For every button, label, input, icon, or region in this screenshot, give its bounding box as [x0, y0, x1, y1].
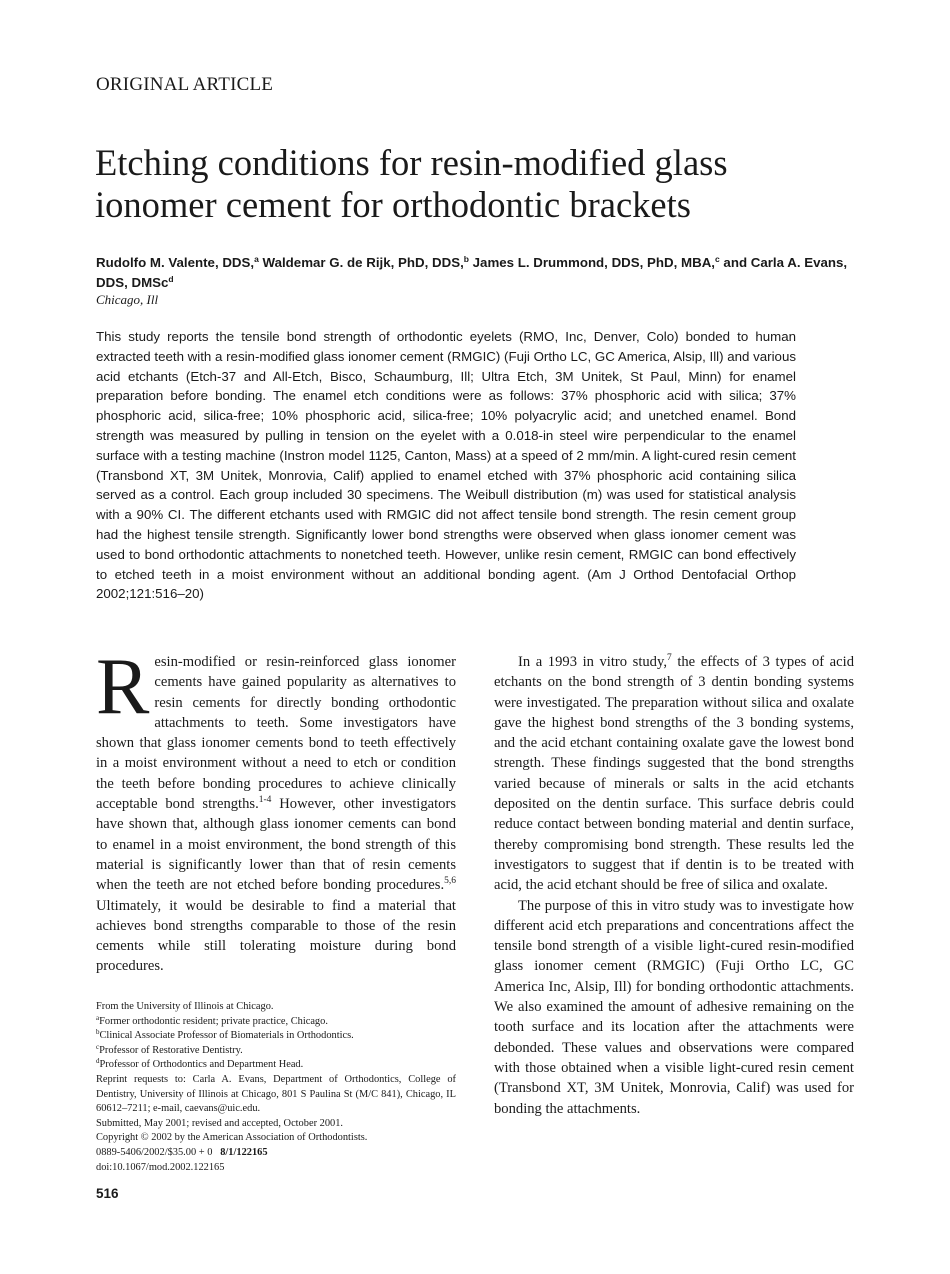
issn-code: 8/1/122165: [220, 1146, 268, 1158]
footnote-submitted: Submitted, May 2001; revised and accepted, October 2001.: [96, 1117, 344, 1129]
footnote-text: Professor of Orthodontics and Department Head.: [99, 1059, 304, 1071]
article-title: [95, 142, 875, 226]
body-column-left: [96, 643, 456, 977]
page-number: 516: [96, 1186, 119, 1201]
paragraph-text: However, other investigators have shown that, although glass ionomer cements can bond to enamel in a moist environment, the bond strength of this material is significantly lower than that of resin cements when the teeth are not etched before bonding procedures.: [96, 796, 456, 894]
author-affiliation-mark: b: [463, 254, 469, 264]
body-paragraph: The purpose of this in vitro study was to investigate how different acid etch preparations and concentrations affect the tensile bond strength of a visible light-cured resin-modified glass ionomer cement (RMGIC) (Fuji Ortho LC, GC America Inc, Alsip, Ill) for bonding orthodontic attachments. We also examined the amount of adhesive remaining on the tooth surface and its location after the attachments were debonded. These values and observations were compared with those obtained when a visible light-cured resin cement (Transbond XT, 3M Unitek, Monrovia, Calif) was used for bonding the attachments.: [494, 897, 854, 1117]
footnote-reprint: Reprint requests to: Carla A. Evans, Department of Orthodontics, College of Dentistry, University of Illinois at Chicago, 801 S Paulina St (M/C 841), Chicago, IL 60612–7211; e-mail, caevans@uic.edu.: [96, 1073, 456, 1115]
footnotes: [96, 1000, 456, 1175]
intro-paragraph: [96, 643, 456, 977]
footnote-text: Former orthodontic resident; private practice, Chicago.: [99, 1015, 328, 1027]
citation-ref[interactable]: 5,6: [444, 876, 456, 887]
paragraph-text: esin-modified or resin-reinforced glass ionomer cements have gained popularity as alternatives to resin cements for directly bonding orthodontic attachments to teeth. Some investigators have shown that glass ionomer cements bond to teeth effectively in a moist environment without a need to etch or condition the teeth before bonding procedures to achieve clinically acceptable bond strengths.: [96, 654, 456, 813]
footnote-text: Professor of Restorative Dentistry.: [99, 1044, 243, 1056]
author-affiliation-mark: a: [254, 254, 259, 264]
citation-ref[interactable]: 7: [666, 653, 672, 663]
footnote-mark: b: [96, 1028, 100, 1037]
drop-cap: R: [96, 643, 150, 731]
footnote-d: [96, 1058, 456, 1073]
footnote-mark: d: [96, 1057, 100, 1066]
footnote-mark: a: [96, 1013, 100, 1022]
author-name: James L. Drummond, DDS, PhD, MBA,: [468, 255, 715, 270]
author-affiliation-mark: c: [715, 254, 720, 264]
issn-text: 0889-5406/2002/$35.00 + 0: [96, 1146, 213, 1158]
footnote-copyright: Copyright © 2002 by the American Association of Orthodontists.: [96, 1132, 368, 1144]
footnote-b: [96, 1029, 456, 1044]
footnote-mark: c: [96, 1042, 100, 1051]
body-paragraph: [494, 652, 854, 896]
footnote-issn: [96, 1146, 456, 1161]
paragraph-text: Ultimately, it would be desirable to find a material that achieves bond strengths comparable to those of the resin cements while still tolerating moisture during bond procedures.: [96, 897, 456, 975]
author-list: [96, 253, 856, 293]
footnote-institution: From the University of Illinois at Chicago.: [96, 1001, 274, 1012]
footnote-a: [96, 1015, 456, 1030]
author-name: and Carla A. Evans, DDS, DMSc: [96, 255, 848, 290]
paragraph-text: In a 1993 in vitro study,: [518, 654, 667, 670]
footnote-doi[interactable]: doi:10.1067/mod.2002.122165: [96, 1161, 225, 1173]
paragraph-text: the effects of 3 types of acid etchants on the bond strength of 3 dentin bonding systems were investigated. The preparation without silica and oxalate gave the highest bond strengths of the 3 bonding systems, and the acid etchant containing oxalate gave the lowest bond strength. These findings suggested that the bond strengths varied because of minerals or salts in the acid etchants deposited on the dentin surface. This surface debris could reduce contact between bonding material and dentin surface, thereby compromising bond strength. These results led the investigators to suggest that if dentin is to be treated with acid, the acid etchant should be free of silica and oxalate.: [494, 654, 854, 894]
author-affiliation-mark: d: [168, 274, 174, 284]
section-label: ORIGINAL ARTICLE: [96, 74, 274, 95]
author-location: Chicago, Ill: [96, 292, 159, 307]
author-name: Waldemar G. de Rijk, PhD, DDS,: [258, 255, 464, 270]
footnote-c: [96, 1044, 456, 1059]
author-name: Rudolfo M. Valente, DDS,: [96, 255, 255, 270]
title-line-2: ionomer cement for orthodontic brackets: [95, 184, 691, 225]
body-column-right: [494, 652, 854, 1119]
citation-ref[interactable]: 1-4: [258, 795, 272, 806]
abstract: This study reports the tensile bond strength of orthodontic eyelets (RMO, Inc, Denver, Colo) bonded to human extracted teeth with a resin-modified glass ionomer cement (RMGIC) (Fuji Ortho LC, GC America, Alsip, Ill) and various acid etchants (Etch-37 and All-Etch, Bisco, Schaumburg, Ill; Ultra Etch, 3M Unitek, St Paul, Minn) for enamel preparation before bonding. The enamel etch conditions were as follows: 37% phosphoric acid with silica; 37% phosphoric acid, silica-free; 10% phosphoric acid, silica-free; 10% polyacrylic acid; and unetched enamel. Bond strength was measured by pulling in tension on the eyelet with a 0.018-in steel wire perpendicular to the enamel surface with a testing machine (Instron model 1125, Canton, Mass) at a speed of 2 mm/min. A light-cured resin cement (Transbond XT, 3M Unitek, Monrovia, Calif) applied to enamel etched with 37% phosphoric acid containing silica served as a control. Each group included 30 specimens. The Weibull distribution (m) was used for statistical analysis with a 90% CI. The different etchants used with RMGIC did not affect tensile bond strength. The resin cement group had the highest tensile strength. Significantly lower bond strengths were observed when glass ionomer cement was used to bond orthodontic attachments to nonetched teeth. However, unlike resin cement, RMGIC can bond effectively to etched teeth in a moist environment without an additional bonding agent. (Am J Orthod Dentofacial Orthop 2002;121:516–20): [96, 329, 796, 602]
footnote-text: Clinical Associate Professor of Biomaterials in Orthodontics.: [99, 1030, 354, 1042]
title-line-1: Etching conditions for resin-modified glass: [95, 142, 728, 183]
